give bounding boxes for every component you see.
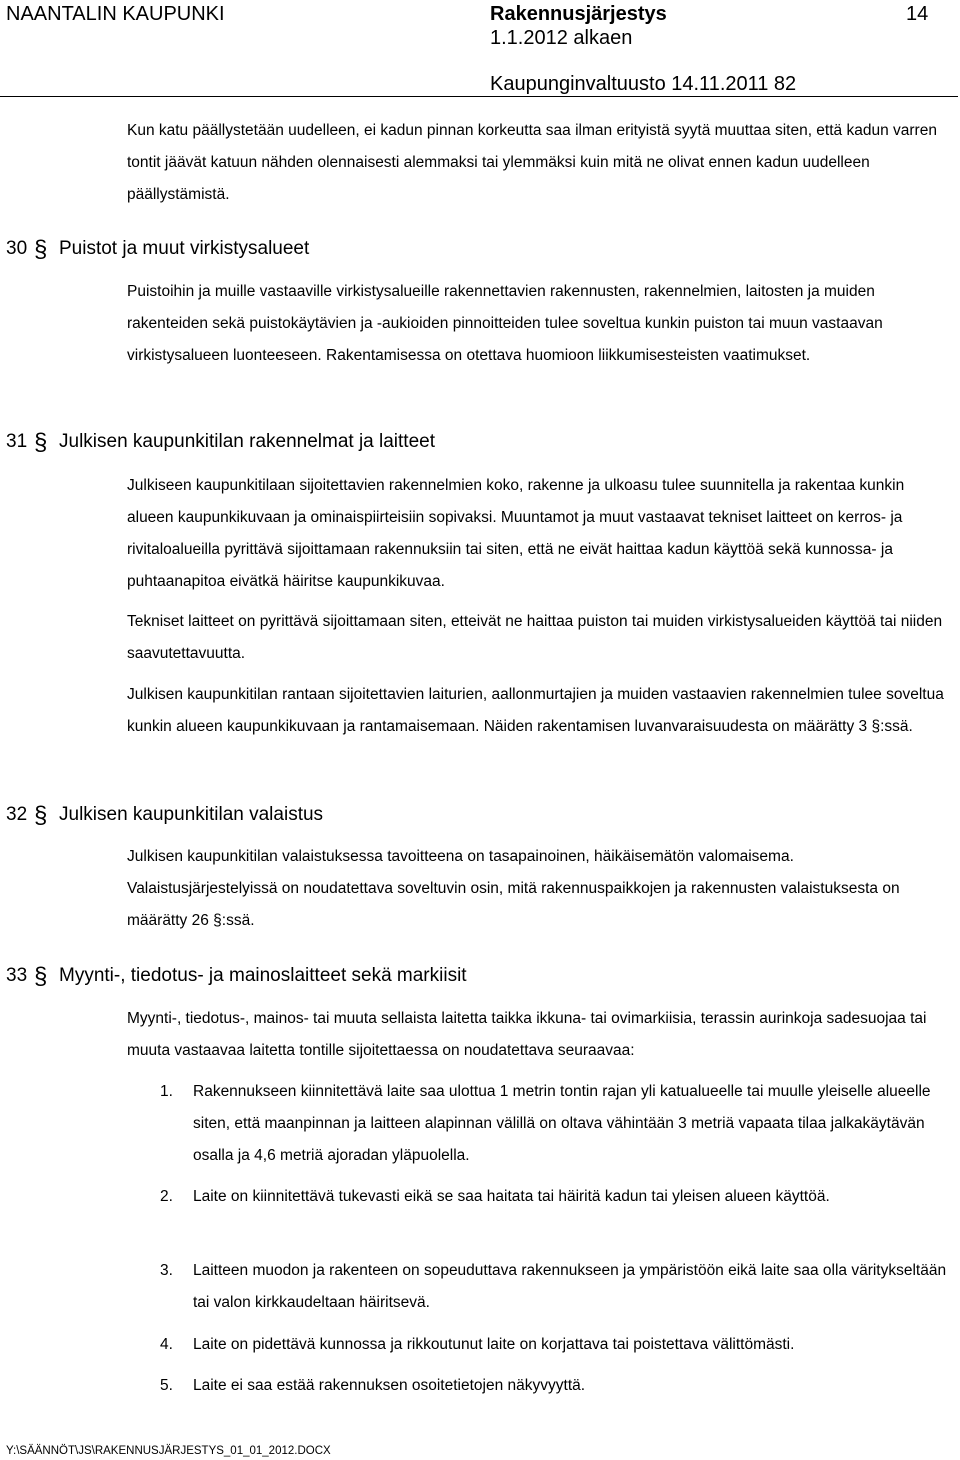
section-sign-icon: § bbox=[34, 236, 48, 263]
footer-file-path: Y:\SÄÄNNÖT\JS\RAKENNUSJÄRJESTYS_01_01_2012.DOCX bbox=[6, 1445, 331, 1457]
section-title: Julkisen kaupunkitilan valaistus bbox=[59, 804, 324, 825]
list-item-number: 4. bbox=[160, 1336, 173, 1353]
list-item-number: 5. bbox=[160, 1377, 173, 1394]
section-number: 32 bbox=[6, 804, 28, 825]
section-sign-icon: § bbox=[34, 963, 48, 990]
organization-name: NAANTALIN KAUPUNKI bbox=[6, 3, 225, 25]
section-title: Julkisen kaupunkitilan rakennelmat ja laitteet bbox=[59, 431, 435, 452]
document-subtitle: 1.1.2012 alkaen bbox=[490, 27, 633, 49]
section-title: Puistot ja muut virkistysalueet bbox=[59, 238, 310, 259]
document-title: Rakennusjärjestys bbox=[490, 3, 667, 25]
list-item: Laitteen muodon ja rakenteen on sopeuduttava rakennukseen ja ympäristöön eikä laite saa olla väritykseltään tai valon kirkkaudeltaan häiritsevä. bbox=[193, 1262, 947, 1311]
section-paragraph: Tekniset laitteet on pyrittävä sijoittamaan siten, etteivät ne haittaa puiston tai muiden virkistysalueiden käyttöä tai niiden saavutettavuutta. bbox=[127, 613, 943, 662]
list-item-number: 1. bbox=[160, 1083, 173, 1100]
section-number: 33 bbox=[6, 965, 28, 986]
page-number: 14 bbox=[906, 3, 929, 25]
list-item: Laite ei saa estää rakennuksen osoitetietojen näkyvyyttä. bbox=[193, 1377, 586, 1394]
intro-paragraph: Kun katu päällystetään uudelleen, ei kadun pinnan korkeutta saa ilman erityistä syytä muuttaa siten, että kadun varren tontit jäävät katuun nähden olennaisesti alemmaksi tai ylemmäksi kuin mitä ne olivat ennen kadun uudelleen päällystämistä. bbox=[127, 122, 937, 203]
section-number: 30 bbox=[6, 238, 28, 259]
section-sign-icon: § bbox=[34, 802, 48, 829]
section-paragraph: Julkisen kaupunkitilan valaistuksessa tavoitteena on tasapainoinen, häikäisemätön valomaisema. Valaistusjärjestelyissä on noudatettava soveltuvin osin, mitä rakennuspaikkojen ja rakennusten valaistuksesta on määrätty 26 §:ssä. bbox=[127, 848, 900, 929]
section-paragraph: Julkiseen kaupunkitilaan sijoitettavien rakennelmien koko, rakenne ja ulkoasu tulee suunnitella ja rakentaa kunkin alueen kaupunkikuvaan ja ominaispiirteisiin sopivaksi. Muuntamot ja muut vastaavat tekniset laitteet on kerros- ja rivitaloalueilla pyrittävä sijoittamaan rakennuksiin tai siten, että ne eivät haittaa kadun käyttöä sekä kunnossa- ja puhtaanapitoa eivätkä häiritse kaupunkikuvaa. bbox=[127, 477, 905, 590]
section-paragraph: Julkisen kaupunkitilan rantaan sijoitettavien laiturien, aallonmurtajien ja muiden vastaavien rakennelmien tulee soveltua kunkin alueen kaupunkikuvaan ja rantamaisemaan. Näiden rakentamisen luvanvaraisuudesta on määrätty 3 §:ssä. bbox=[127, 686, 944, 735]
list-item-number: 2. bbox=[160, 1188, 173, 1205]
section-sign-icon: § bbox=[34, 429, 48, 456]
section-title: Myynti-, tiedotus- ja mainoslaitteet sekä markiisit bbox=[59, 965, 467, 986]
list-item: Rakennukseen kiinnitettävä laite saa ulottua 1 metrin tontin rajan yli katualueelle tai muulle yleiselle alueelle siten, että maanpinnan ja laitteen alapinnan välillä on oltava vähintään 3 metriä vapaata tilaa jalkakäytävän osalla ja 4,6 metriä ajoradan yläpuolella. bbox=[193, 1083, 931, 1164]
approval-line: Kaupunginvaltuusto 14.11.2011 82 bbox=[490, 73, 797, 95]
list-item: Laite on kiinnitettävä tukevasti eikä se saa haitata tai häiritä kadun tai yleisen alueen käyttöä. bbox=[193, 1188, 830, 1205]
list-item: Laite on pidettävä kunnossa ja rikkoutunut laite on korjattava tai poistettava välittömästi. bbox=[193, 1336, 795, 1353]
section-paragraph: Puistoihin ja muille vastaaville virkistysalueille rakennettavien rakennusten, rakennelmien, laitosten ja muiden rakenteiden sekä puistokäytävien ja -aukioiden pinnoitteiden tulee soveltua kunkin puiston tai muun vastaavan virkistysalueen luonteeseen. Rakentamisessa on otettava huomioon liikkumisesteisten vaatimukset. bbox=[127, 283, 883, 364]
list-item-number: 3. bbox=[160, 1262, 173, 1279]
section-paragraph: Myynti-, tiedotus-, mainos- tai muuta sellaista laitetta taikka ikkuna- tai ovimarkiisia, terassin aurinkoja sadesuojaa tai muuta vastaavaa laitetta tontille sijoitettaessa on noudatettava seuraavaa: bbox=[127, 1010, 927, 1059]
header-divider bbox=[0, 96, 958, 97]
section-number: 31 bbox=[6, 431, 28, 452]
